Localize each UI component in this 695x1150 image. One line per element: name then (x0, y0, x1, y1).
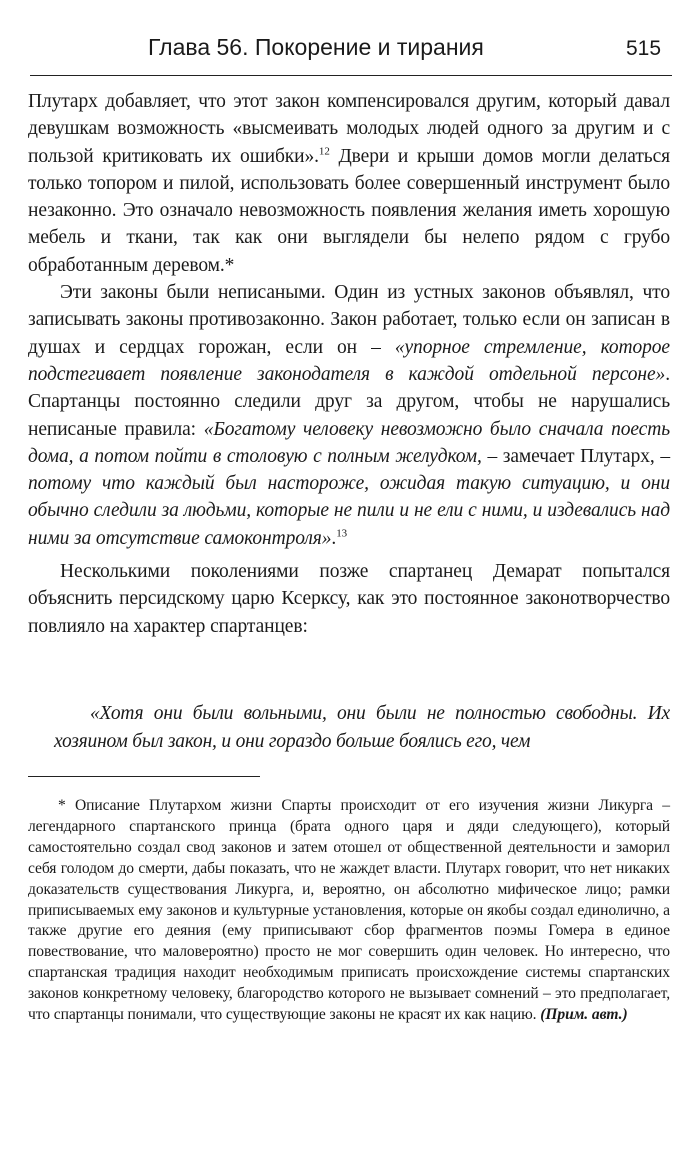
footnote (28, 796, 670, 1026)
footnote-text: * Описание Плутархом жизни Спарты происходит от его изучения жизни Ликурга – легендарного спартанского принца (брата одного царя и дяди следующего), который самостоятельно создал свод законов и затем отошел от общественной деятельности и заморил себя голодом до смерти, дабы показать, что не жаждет власти. Плутарх говорит, что нет никаких доказательств существования Ликурга, и, вероятно, он абсолютно мифическое лицо; рамки приписываемых ему законов и культурные установления, которые он якобы создал единолично, а также другие его деяния (ему приписывают сбор фрагментов поэмы Гомера в единое повествование, что маловероятно) просто не мог совершить один человек. Но интересно, что спартанская традиция находит необходимым приписать происхождение системы спартанских законов конкретному человеку, благородство которого не вызывает сомнений – это предполагает, что спартанцы понимали, что существующие законы не красят их как нацию. (28, 797, 670, 1024)
running-header (0, 30, 695, 70)
block-quote (54, 700, 670, 755)
author-note: (Прим. авт.) (540, 1006, 628, 1024)
main-text (28, 88, 670, 640)
chapter-title: Глава 56. Покорение и тирания (148, 34, 484, 60)
page-number: 515 (626, 37, 662, 60)
footnote-ref-12: 12 (318, 145, 330, 158)
header-divider (30, 75, 672, 76)
paragraph-3: Несколькими поколениями позже спартанец Демарат попытался объяснить персидскому царю Ксерксу, как это постоянное законотворчество повлияло на характер спартанцев: (28, 561, 670, 637)
quote-text: «Хотя они были вольными, они были не полностью свободны. Их хозяином был закон, и они гораздо больше боялись его, чем (54, 703, 670, 752)
footnote-ref-13: 13 (336, 527, 348, 540)
footnote-divider (28, 776, 260, 777)
paragraph-1: Плутарх добавляет, что этот закон компенсировался другим, который давал девушкам возможность «высмеивать молодых людей одного за другим и с пользой критиковать их ошибки».$^{12}$ Двери и крыши домов могли делаться только топором и пилой, использовать более совершенный инструмент было незаконно. Это означало невозможность появления желания иметь хорошую мебель и ткани, так как они выглядели бы нелепо рядом с грубо обработанным деревом.* (28, 91, 670, 276)
paragraph-2: Эти законы были неписаными. Один из устных законов объявлял, что записывать законы противозаконно. Закон работает, только если он записан в душах и сердцах горожан, если он – «упорное стремление, которое подстегивает появление законодателя в каждой отдельной персоне». Спартанцы постоянно следили друг за другом, чтобы не нарушались неписаные правила: «Богатому человеку невозможно было сначала поесть дома, а потом пойти в столовую с полным желудком, – замечает Плутарх, – потому что каждый был настороже, ожидая такую ситуацию, и они обычно следили за людьми, которые не пили и не ели с ними, и издевались над ними за отсутствие самоконтроля».$^{13}$ (28, 282, 670, 549)
